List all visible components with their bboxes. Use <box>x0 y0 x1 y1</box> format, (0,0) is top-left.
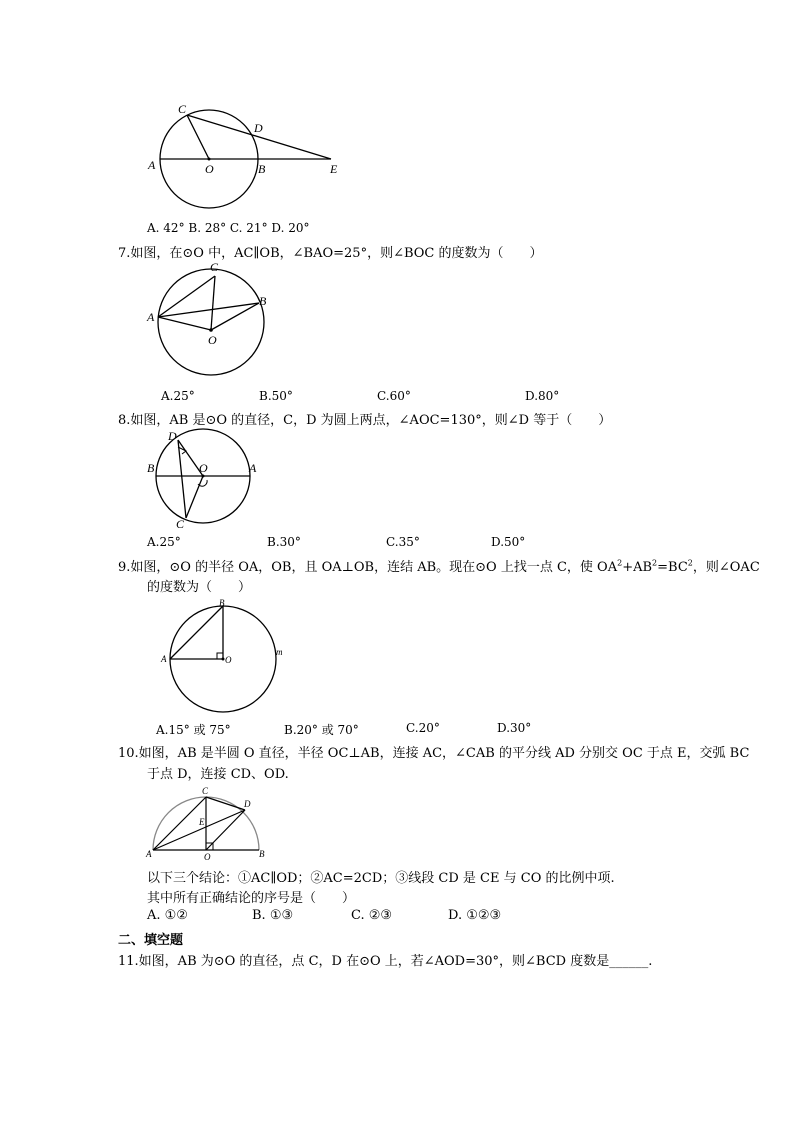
q10-text-line2: 于点 D，连接 CD、OD. <box>147 767 289 782</box>
q9-option-d: D.30° <box>497 721 532 735</box>
q6-label-d: D <box>254 121 263 135</box>
q7-label-b: B <box>259 294 267 308</box>
q8-option-b: B.30° <box>267 535 301 549</box>
q8-label-d: D <box>168 429 177 443</box>
q7-option-a: A.25° <box>161 389 195 403</box>
q10-label-c: C <box>202 786 209 796</box>
q7-label-c: C <box>210 260 219 274</box>
q7-figure <box>140 258 280 386</box>
q6-label-b: B <box>258 162 266 176</box>
q9-text: 9.如图，⊙O 的半径 OA，OB，且 OA⊥OB，连结 AB。现在⊙O 上找一点 C，使 $OA^2+AB^2=BC^2$，则∠OAC <box>118 558 760 575</box>
q9-text-line2: 的度数为（ ） <box>147 580 252 595</box>
q8-label-b: B <box>147 461 155 475</box>
q7-option-b: B.50° <box>259 389 293 403</box>
q10-conclusions: 以下三个结论：①AC∥OD；②AC=2CD；③线段 CD 是 CE 与 CO 的比例中项. <box>147 871 615 886</box>
q10-option-d: D. ①②③ <box>448 908 502 923</box>
q6-label-c: C <box>178 102 187 116</box>
q9-label-a: A <box>161 654 167 664</box>
q10-option-a: A. ①② <box>147 908 188 923</box>
q8-label-c: C <box>176 517 185 530</box>
q6-options: A. 42° B. 28° C. 21° D. 20° <box>147 221 310 235</box>
q8-option-a: A.25° <box>147 535 181 549</box>
q10-label-a: A <box>146 849 152 859</box>
q11-text: 11.如图，AB 为⊙O 的直径，点 C，D 在⊙O 上，若∠AOD=30°，则∠BCD 度数是______. <box>118 954 653 969</box>
q6-label-o: O <box>205 162 214 176</box>
q7-option-c: C.60° <box>377 389 411 403</box>
q10-prompt: 其中所有正确结论的序号是（ ） <box>147 891 356 906</box>
q10-label-o: O <box>204 852 211 860</box>
q6-figure <box>140 98 350 210</box>
section-heading-fill-blank: 二、填空题 <box>118 933 184 948</box>
q9-label-b: B <box>219 598 225 608</box>
q6-label-a: A <box>148 158 156 172</box>
q8-text: 8.如图，AB 是⊙O 的直径，C，D 为圆上两点，∠AOC=130°，则∠D 等于（ ） <box>118 413 612 428</box>
q8-option-c: C.35° <box>386 535 420 549</box>
q7-label-o: O <box>208 333 217 347</box>
q9-option-b: B.20° 或 70° <box>284 723 359 737</box>
q6-label-e: E <box>330 162 338 176</box>
q7-label-a: A <box>147 310 155 324</box>
q9-option-a: A.15° 或 75° <box>156 723 231 737</box>
q8-label-o: O <box>199 461 208 475</box>
q10-label-e: E <box>199 817 205 827</box>
q10-label-b: B <box>259 849 265 859</box>
q9-label-o: O <box>225 655 232 665</box>
q10-figure <box>145 782 275 860</box>
q10-option-c: C. ②③ <box>351 908 393 923</box>
q8-option-d: D.50° <box>491 535 526 549</box>
q7-text: 7.如图，在⊙O 中，AC∥OB，∠BAO=25°，则∠BOC 的度数为（ ） <box>118 246 543 261</box>
q8-figure <box>140 426 270 530</box>
q7-option-d: D.80° <box>525 389 560 403</box>
q9-option-c: C.20° <box>406 721 440 735</box>
q8-label-a: A <box>249 461 257 475</box>
q10-label-d: D <box>244 799 251 809</box>
q10-option-b: B. ①③ <box>252 908 294 923</box>
q9-figure <box>150 598 290 716</box>
q9-label-m: m <box>276 647 283 657</box>
q10-text-line1: 10.如图，AB 是半圆 O 直径，半径 OC⊥AB，连接 AC，∠CAB 的平分线 AD 分别交 OC 于点 E，交弧 BC <box>118 746 750 761</box>
